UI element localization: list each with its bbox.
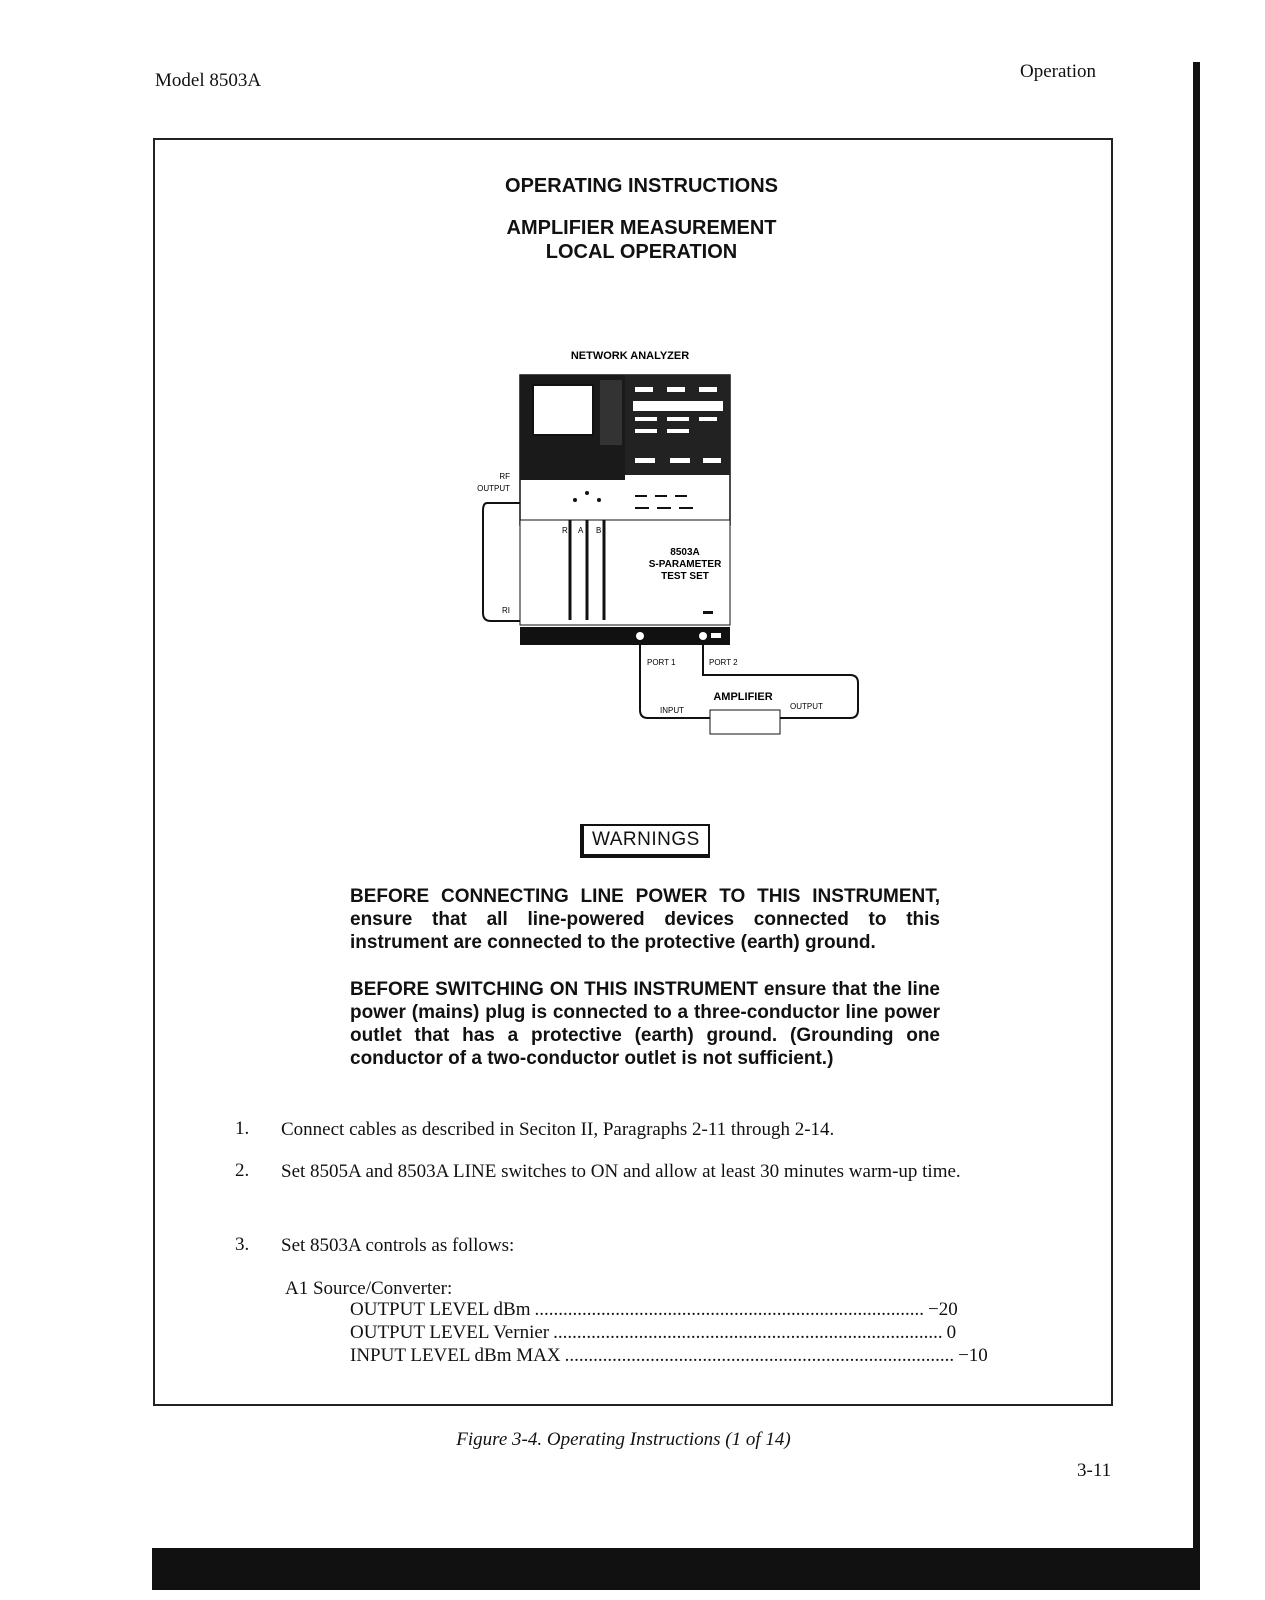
port2-label: PORT 2 [709, 658, 738, 667]
step-3-number: 3. [235, 1234, 250, 1255]
step-3-text: Set 8503A controls as follows: [281, 1235, 515, 1256]
leader-dots: .................................................................................. [553, 1322, 943, 1343]
figure-title: OPERATING INSTRUCTIONS [505, 175, 778, 197]
amplifier-box [710, 710, 780, 734]
settings-group-heading: A1 Source/Converter: [285, 1278, 453, 1299]
leader-dots: .................................................................................. [564, 1345, 955, 1366]
b-port-label: B [596, 526, 602, 535]
figure-subtitle-1: AMPLIFIER MEASUREMENT [506, 217, 777, 239]
setting-row [350, 1299, 958, 1321]
test-set-type-label: TEST SET [661, 571, 709, 582]
rf-label: RF [499, 472, 510, 481]
port1-label: PORT 1 [647, 658, 676, 667]
step-1-number: 1. [235, 1118, 250, 1139]
setting-value: −10 [958, 1345, 988, 1366]
warning-paragraph-1: BEFORE CONNECTING LINE POWER TO THIS INSTRUMENT, ensure that all line-powered devices connected to this instrument are connected to the protective (earth) ground. [350, 886, 940, 953]
page-header-model: Model 8503A [155, 70, 262, 91]
page-header-section: Operation [1020, 61, 1096, 82]
network-analyzer-unit [520, 375, 730, 525]
amplifier-label: AMPLIFIER [713, 691, 773, 703]
test-set-name-label: S-PARAMETER [648, 559, 722, 570]
figure-frame [153, 138, 1113, 1406]
test-set-model-label: 8503A [670, 547, 700, 558]
leader-dots: .................................................................................. [534, 1299, 924, 1320]
setting-label: INPUT LEVEL dBm MAX [350, 1345, 561, 1366]
figure-subtitle-2: LOCAL OPERATION [545, 241, 738, 263]
network-analyzer-label: NETWORK ANALYZER [570, 350, 690, 362]
port2-cable [703, 640, 858, 718]
amplifier-input-label: INPUT [660, 706, 684, 715]
setting-row [350, 1322, 957, 1344]
figure-caption: Figure 3-4. Operating Instructions (1 of 14) [456, 1429, 791, 1450]
warning-paragraph-2: BEFORE SWITCHING ON THIS INSTRUMENT ensure that the line power (mains) plug is connected to a three-conductor line power outlet that has a protective (earth) ground. (Grounding one conductor of a two-conductor outlet is not sufficient.) [350, 979, 940, 1069]
rf-cable [483, 503, 520, 621]
a-port-label: A [578, 526, 584, 535]
scan-bottom-bar [152, 1548, 1200, 1590]
page-number: 3-11 [1077, 1460, 1112, 1481]
setting-label: OUTPUT LEVEL dBm [350, 1299, 531, 1320]
warnings-label: WARNINGS [580, 824, 710, 858]
test-set-unit [520, 520, 730, 645]
amplifier-output-label: OUTPUT [790, 702, 823, 711]
step-2-text: Set 8505A and 8503A LINE switches to ON and allow at least 30 minutes warm-up time. [281, 1161, 961, 1182]
step-2-number: 2. [235, 1160, 250, 1181]
step-1-text: Connect cables as described in Seciton II, Paragraphs 2-11 through 2-14. [281, 1119, 835, 1140]
r-port-label: R [562, 526, 568, 535]
rf-output-label: OUTPUT [477, 484, 510, 493]
page-edge-bar [1193, 62, 1200, 1552]
setting-label: OUTPUT LEVEL Vernier [350, 1322, 550, 1343]
setup-diagram [475, 345, 895, 745]
setting-row [350, 1345, 988, 1367]
setting-value: −20 [928, 1299, 958, 1320]
setting-value: 0 [946, 1322, 957, 1343]
ri-label: RI [502, 606, 510, 615]
